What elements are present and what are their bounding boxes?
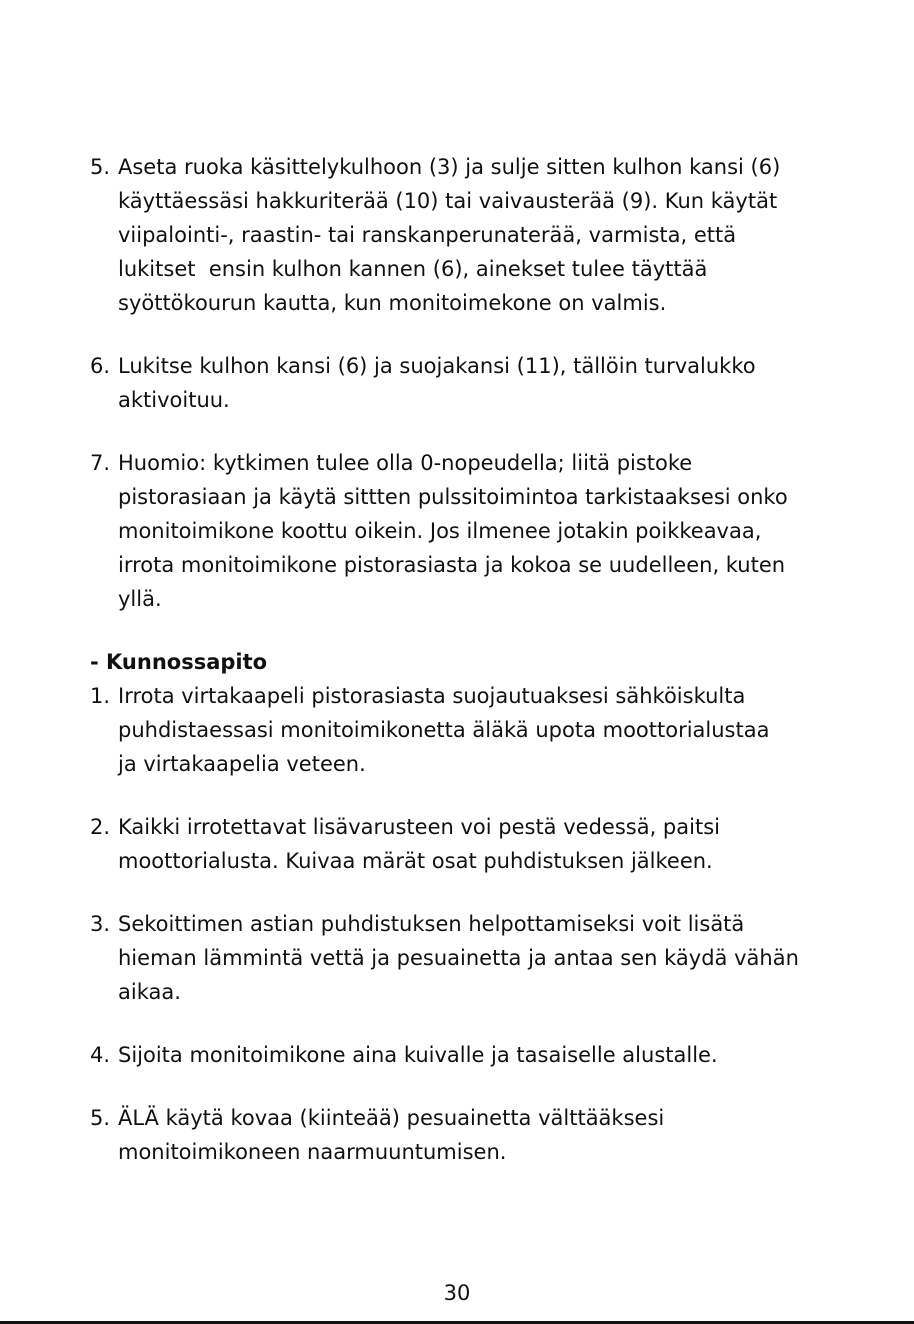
item-number: 5. xyxy=(90,155,111,179)
list-item xyxy=(90,446,850,616)
item-number: 7. xyxy=(90,451,111,475)
list-item xyxy=(90,1101,850,1169)
item-number: 2. xyxy=(90,815,111,839)
item-text: Aseta ruoka käsittelykulhoon (3) ja sulje sitten kulhon kansi (6) käyttäessäsi hakkuriterää (10) tai vaivausterää (9). Kun käytät viipalointi-, raastin- tai ranskanperunaterää, varmista, että lukitset ensin kulhon kannen (6), ainekset tulee täyttää syöttökourun kautta, kun monitoimekone on valmis. xyxy=(118,155,781,315)
assembly-steps-list xyxy=(90,150,850,616)
list-item xyxy=(90,679,850,781)
list-item xyxy=(90,1038,850,1072)
item-text: ÄLÄ käytä kovaa (kiinteää) pesuainetta välttääksesi monitoimikoneen naarmuuntumisen. xyxy=(118,1106,665,1164)
page-content xyxy=(90,150,850,1169)
item-number: 4. xyxy=(90,1043,111,1067)
page-number: 30 xyxy=(443,1281,471,1305)
item-text: Kaikki irrotettavat lisävarusteen voi pestä vedessä, paitsi moottorialusta. Kuivaa märät osat puhdistuksen jälkeen. xyxy=(118,815,720,873)
item-text: Huomio: kytkimen tulee olla 0-nopeudella; liitä pistoke pistorasiaan ja käytä sittten pulssitoimintoa tarkistaaksesi onko monitoimikone koottu oikein. Jos ilmenee jotakin poikkeavaa, irrota monitoimikone pistorasiasta ja kokoa se uudelleen, kuten yllä. xyxy=(118,451,788,611)
list-item xyxy=(90,907,850,1009)
item-text: Sijoita monitoimikone aina kuivalle ja tasaiselle alustalle. xyxy=(118,1043,718,1067)
list-item xyxy=(90,810,850,878)
item-number: 6. xyxy=(90,354,111,378)
list-item xyxy=(90,349,850,417)
item-text: Sekoittimen astian puhdistuksen helpottamiseksi voit lisätä hieman lämmintä vettä ja pesuainetta ja antaa sen käydä vähän aikaa. xyxy=(118,912,799,1004)
item-number: 5. xyxy=(90,1106,111,1130)
item-number: 3. xyxy=(90,912,111,936)
item-text: Lukitse kulhon kansi (6) ja suojakansi (11), tällöin turvalukko aktivoituu. xyxy=(118,354,756,412)
maintenance-steps-list xyxy=(90,679,850,1169)
item-number: 1. xyxy=(90,684,111,708)
list-item xyxy=(90,150,850,320)
item-text: Irrota virtakaapeli pistorasiasta suojautuaksesi sähköiskulta puhdistaessasi monitoimikonetta äläkä upota moottorialustaa ja virtakaapelia veteen. xyxy=(118,684,770,776)
section-heading: - Kunnossapito xyxy=(90,650,268,674)
